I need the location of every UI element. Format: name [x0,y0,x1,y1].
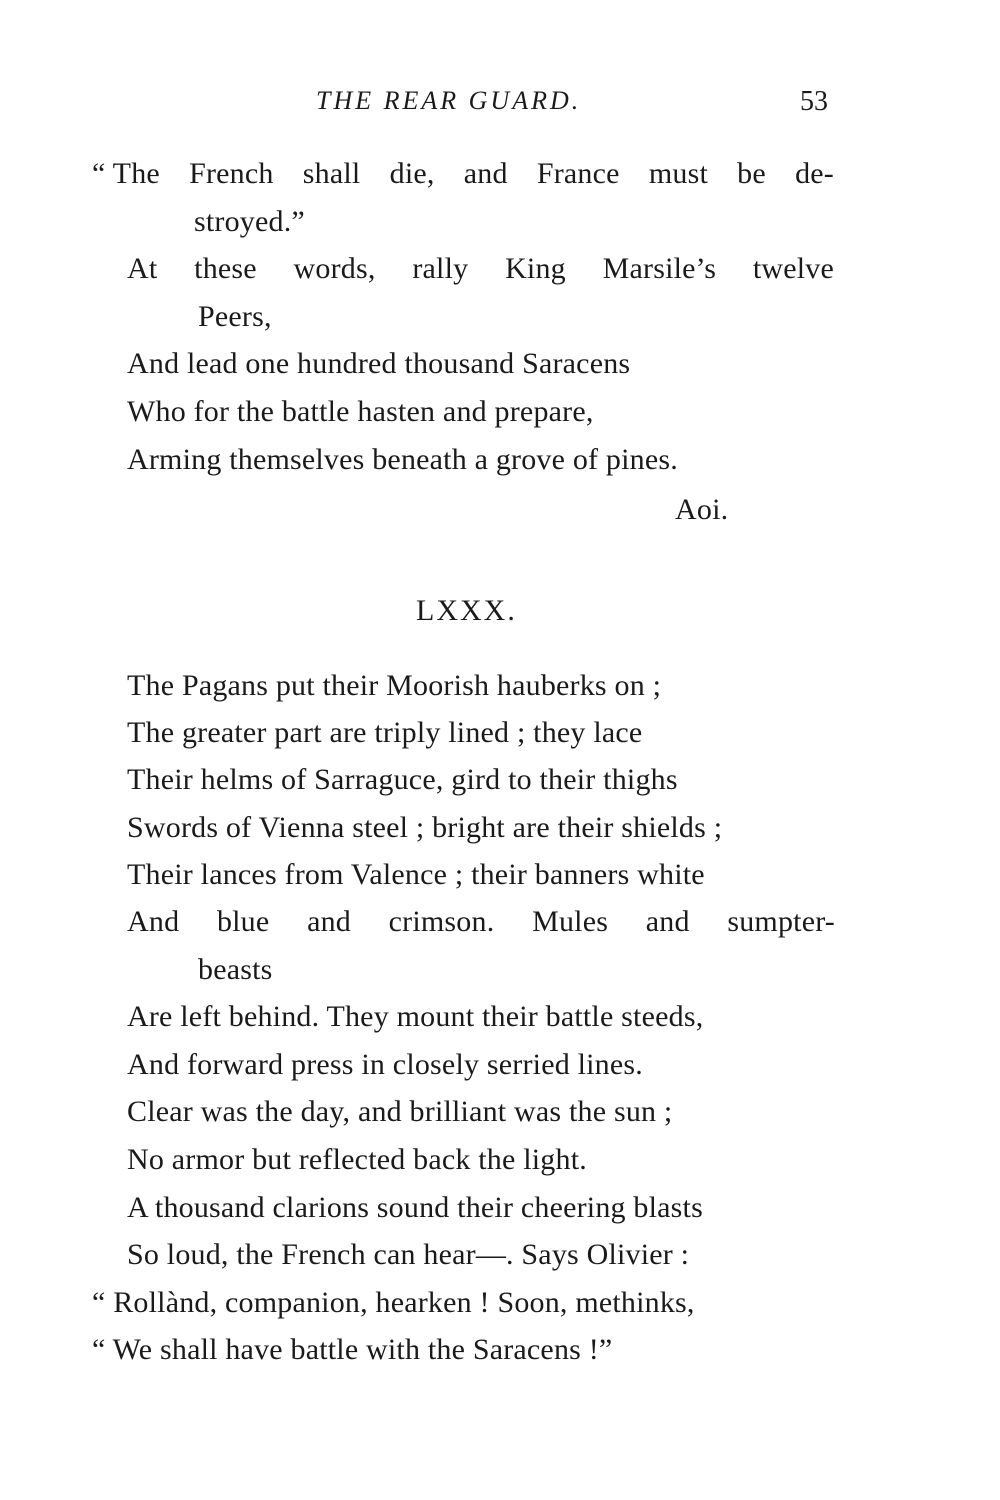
word: rally [412,252,469,285]
verse-line-1-continuation: stroyed.” [194,205,305,238]
stanza-line-12: So loud, the French can hear—. Says Olivier : [127,1238,690,1271]
stanza-line-9: Clear was the day, and brilliant was the sun ; [127,1095,673,1128]
word: and [463,157,508,190]
stanza-line-8: And forward press in closely serried lines. [127,1048,643,1081]
word: Mules [532,905,609,938]
stanza-line-1: The Pagans put their Moorish hauberks on ; [127,669,662,702]
stanza-line-11: A thousand clarions sound their cheering blasts [127,1191,703,1224]
word: de- [795,157,834,190]
word: must [648,157,708,190]
verse-line-1 [92,156,834,192]
word: shall [302,157,361,190]
word: and [645,905,690,938]
word: Marsile’s [602,252,717,285]
word: die, [389,157,435,190]
stanza-line-6 [127,904,835,940]
word: France [536,157,620,190]
word: words, [293,252,376,285]
verse-line-2 [127,251,834,287]
verse-line-2-continuation: Peers, [198,300,272,333]
word: sumpter- [727,905,835,938]
word: At [127,252,158,285]
stanza-line-13: “ Rollànd, companion, hearken ! Soon, methinks, [92,1286,695,1319]
word: these [194,252,257,285]
word: blue [216,905,270,938]
page-number: 53 [800,86,828,117]
stanza-line-2: The greater part are triply lined ; they lace [127,716,643,749]
stanza-line-7: Are left behind. They mount their battle steeds, [127,1000,704,1033]
word: King [505,252,566,285]
word: crimson. [388,905,495,938]
stanza-line-10: No armor but reflected back the light. [127,1143,587,1176]
stanza-line-4: Swords of Vienna steel ; bright are their shields ; [127,811,723,844]
stanza-line-6-continuation: beasts [198,953,273,986]
stanza-line-3: Their helms of Sarraguce, gird to their thighs [127,763,678,796]
stanza-line-14: “ We shall have battle with the Saracens !” [92,1333,613,1366]
verse-line-3: And lead one hundred thousand Saracens [127,347,631,380]
word: French [189,157,274,190]
stanza-number: LXXX. [416,594,517,627]
running-title: THE REAR GUARD. [316,86,582,115]
verse-line-4: Who for the battle hasten and prepare, [127,395,594,428]
word: And [127,905,180,938]
stanza-line-5: Their lances from Valence ; their banners white [127,858,705,891]
refrain-aoi: Aoi. [675,493,729,526]
word: and [307,905,351,938]
verse-line-5: Arming themselves beneath a grove of pines. [127,443,678,476]
word: twelve [752,252,834,285]
word: “ The [92,157,160,190]
word: be [737,157,766,190]
